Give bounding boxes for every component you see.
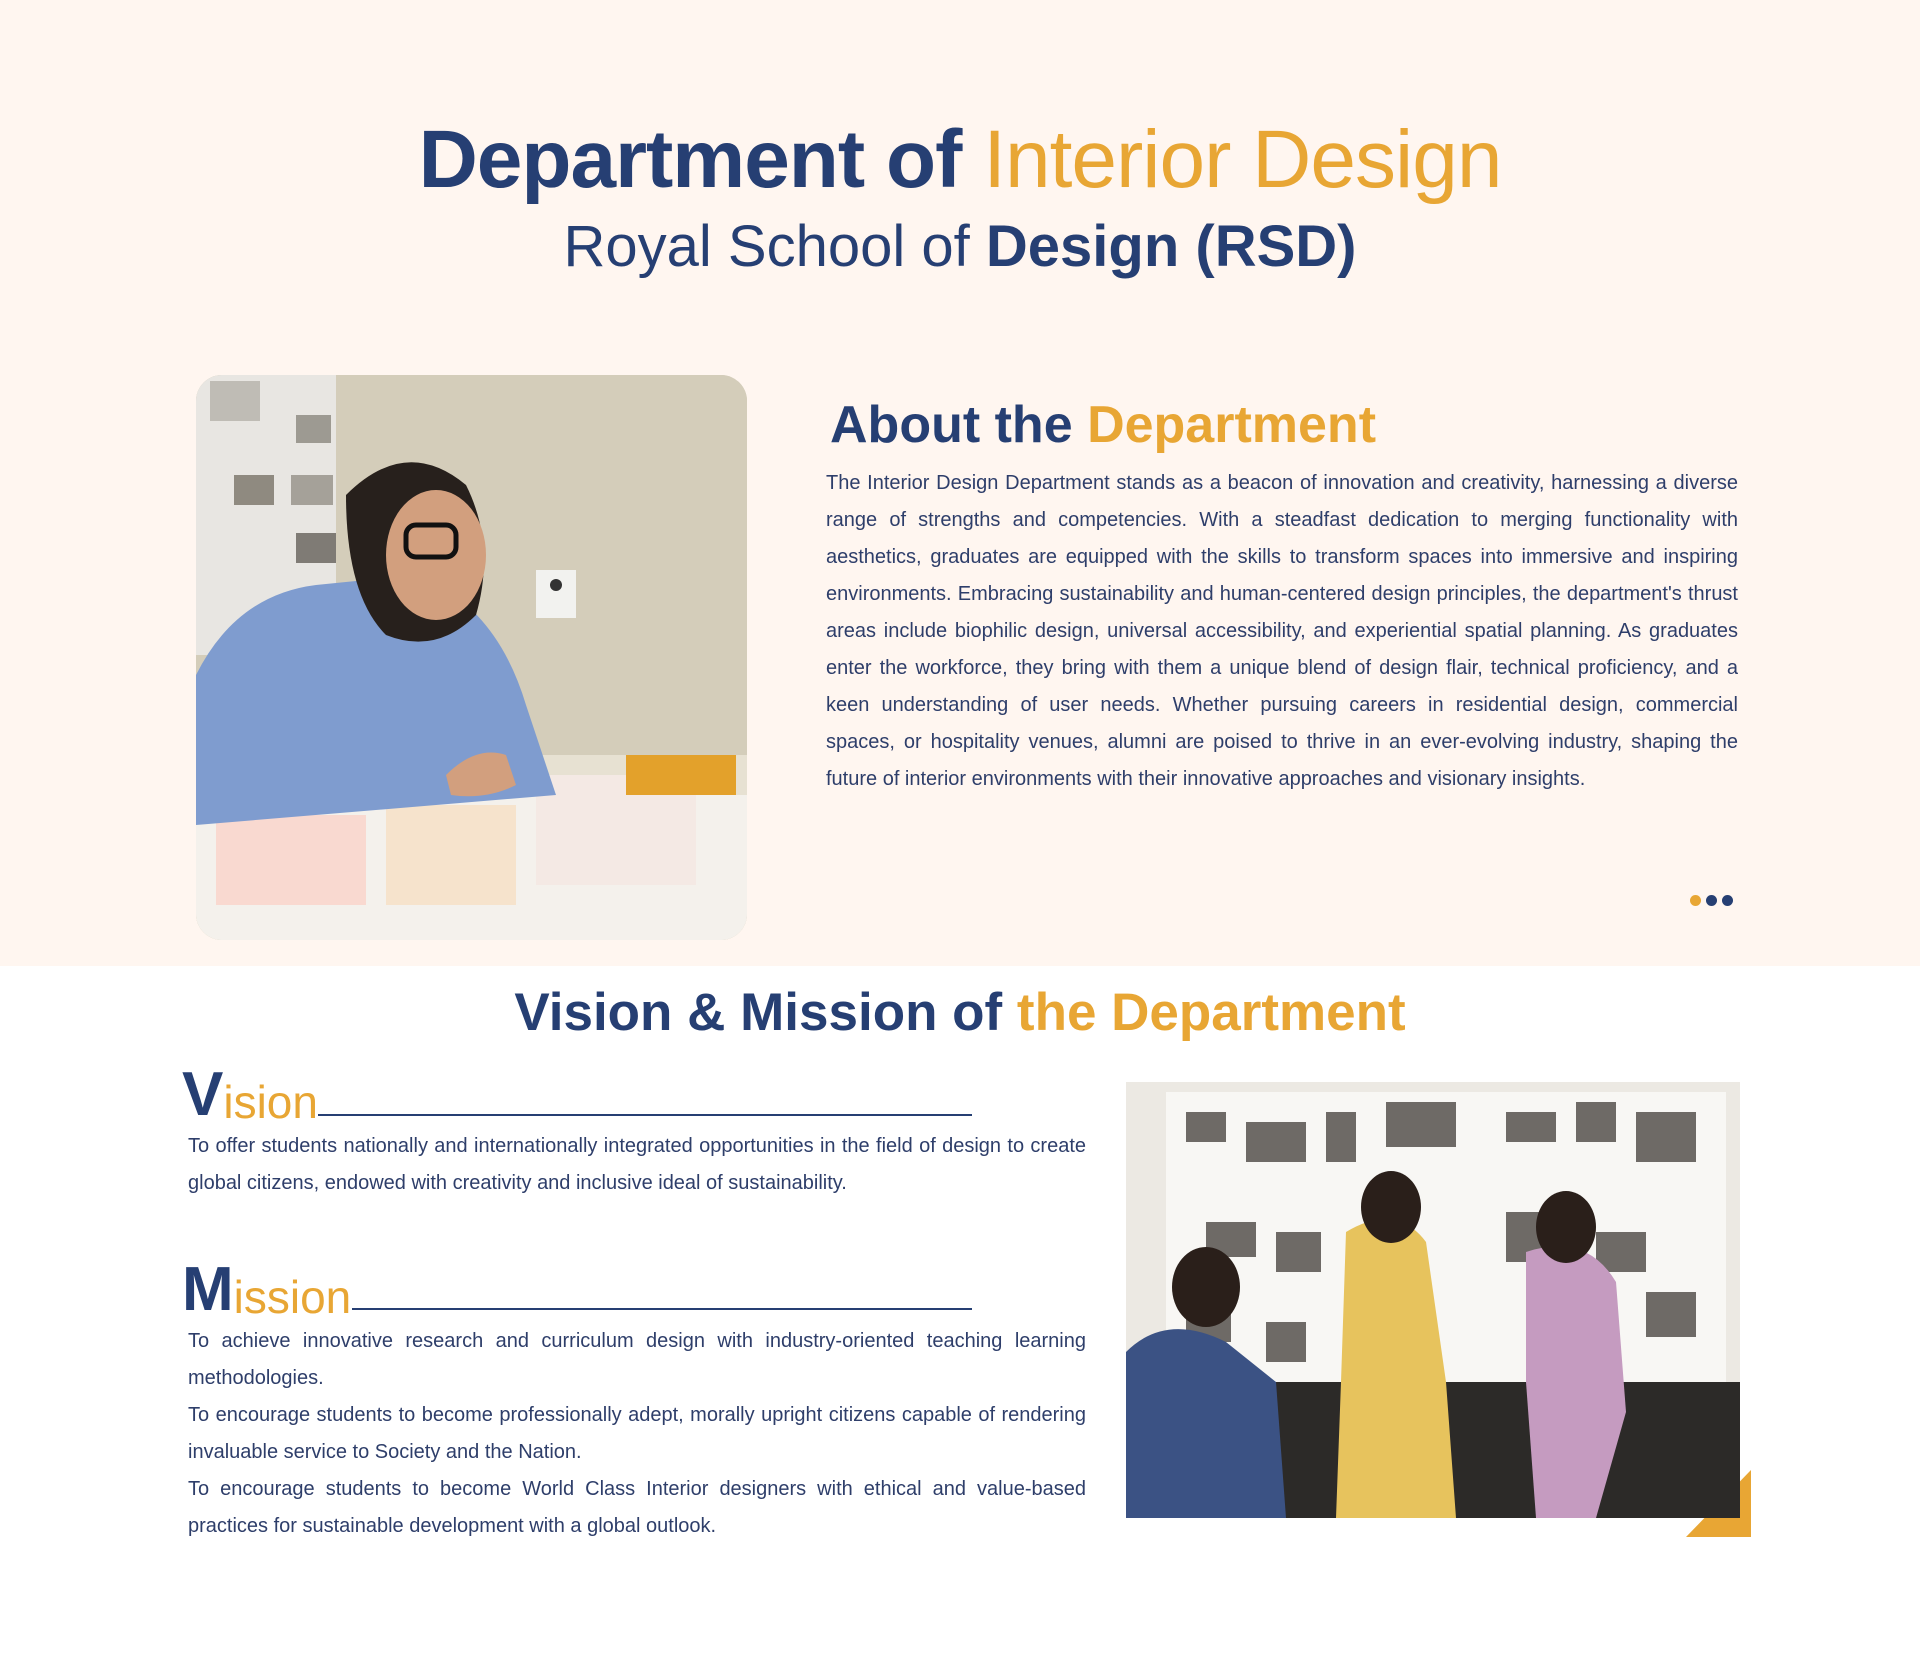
mission-point: To achieve innovative research and curriculum design with industry-oriented teaching learning methodologies. xyxy=(188,1330,1086,1389)
vm-heading-bold: Vision & Mission of xyxy=(514,983,1003,1042)
title-accent: Interior Design xyxy=(983,114,1502,205)
page-title xyxy=(0,110,1920,210)
vm-heading-accent: the Department xyxy=(1016,983,1406,1042)
mission-point: To encourage students to become professionally adept, morally upright citizens capable of rendering invaluable service to Society and the Nation. xyxy=(188,1404,1086,1463)
vision-initial: V xyxy=(182,1060,224,1129)
page-subtitle xyxy=(0,212,1920,282)
carousel-dot-2[interactable] xyxy=(1706,895,1717,906)
mission-point: To encourage students to become World Class Interior designers with ethical and value-based practices for sustainable development with a global outlook. xyxy=(188,1478,1086,1537)
studio-review-photo-frame xyxy=(1126,1082,1751,1537)
about-heading-bold: About the xyxy=(830,396,1073,454)
mission-initial: M xyxy=(182,1255,234,1324)
subtitle-bold: Design (RSD) xyxy=(985,214,1357,279)
mission-rest: ission xyxy=(233,1271,352,1323)
about-body: The Interior Design Department stands as a beacon of innovation and creativity, harnessing a diverse range of strengths and competencies. With a steadfast dedication to merging functionality with aesthetics, graduates are equipped with the skills to transform spaces into immersive and inspiring environments. Embracing sustainability and human-centered design principles, the department's thrust areas include biophilic design, universal accessibility, and experiential spatial planning. As graduates enter the workforce, they bring with them a unique blend of design flair, technical proficiency, and a keen understanding of user needs. Whether pursuing careers in residential design, commercial spaces, or hospitality venues, alumni are poised to thrive in an ever-evolving industry, shaping the future of interior environments with their innovative approaches and visionary insights. xyxy=(826,472,1738,790)
vision-rest: ision xyxy=(223,1076,318,1128)
about-heading xyxy=(830,393,1376,457)
carousel-dots xyxy=(1690,895,1733,906)
mission-divider xyxy=(352,1308,972,1310)
mission-heading xyxy=(182,1255,352,1324)
mission-list xyxy=(188,1323,1086,1545)
student-drawing-photo xyxy=(196,375,747,940)
vision-text: To offer students nationally and internationally integrated opportunities in the field of design to create global citizens, endowed with creativity and inclusive ideal of sustainability. xyxy=(188,1135,1086,1194)
vision-divider xyxy=(318,1114,972,1116)
studio-review-photo xyxy=(1126,1082,1740,1518)
carousel-dot-1[interactable] xyxy=(1690,895,1701,906)
vision-heading xyxy=(182,1060,318,1129)
carousel-dot-3[interactable] xyxy=(1722,895,1733,906)
subtitle-regular: Royal School of xyxy=(563,214,970,279)
about-heading-accent: Department xyxy=(1087,396,1377,454)
title-bold: Department of xyxy=(418,114,962,205)
vision-mission-heading xyxy=(0,980,1920,1046)
